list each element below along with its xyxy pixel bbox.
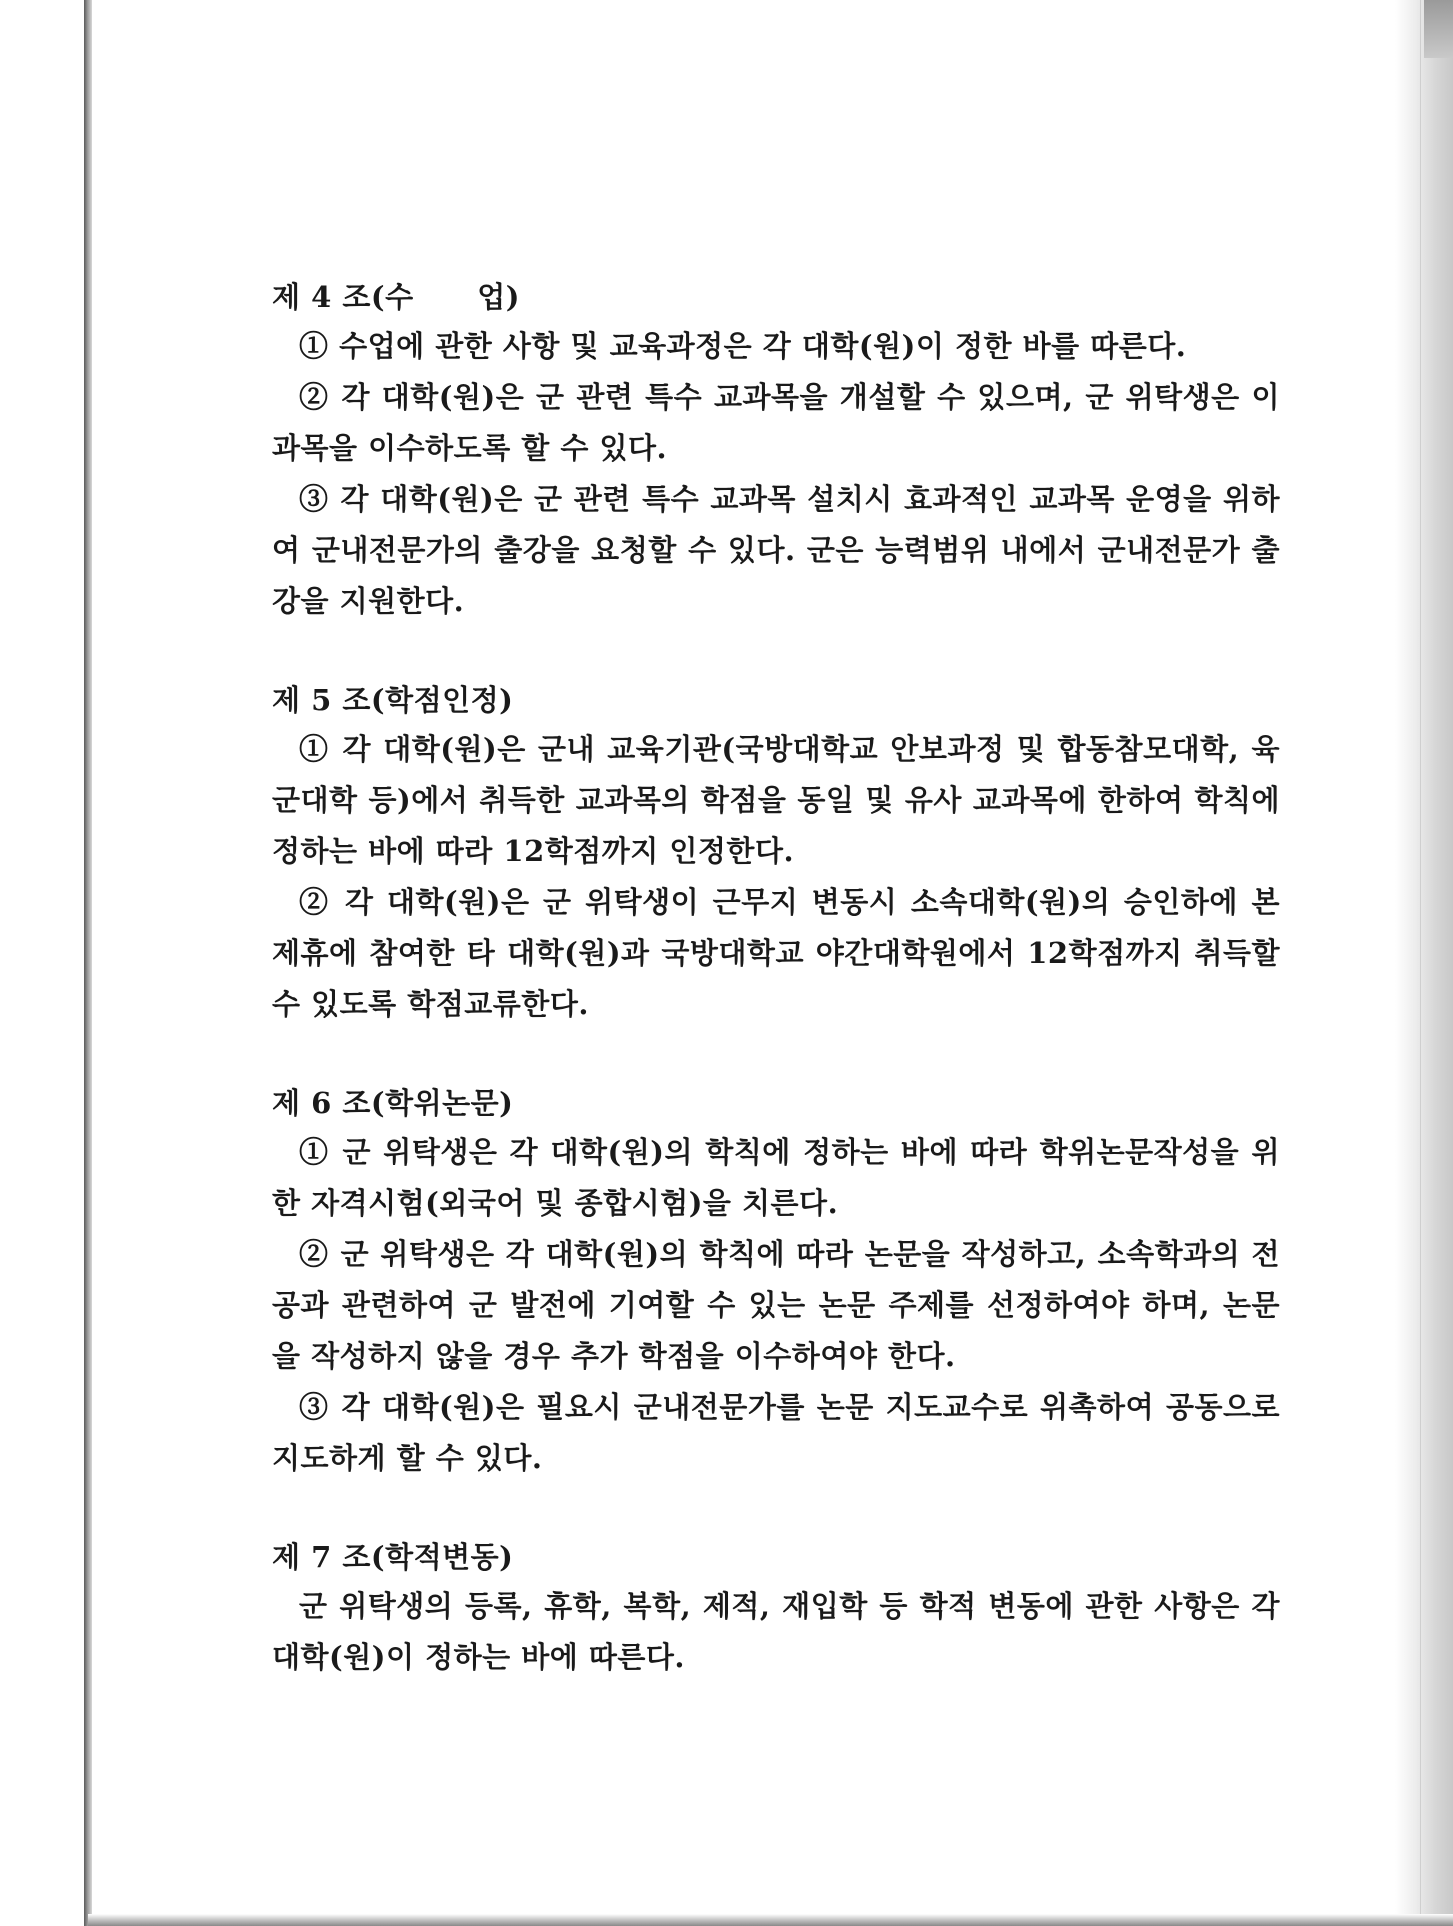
article-paragraph: ① 군 위탁생은 각 대학(원)의 학칙에 정하는 바에 따라 학위논문작성을 위한 자격시험(외국어 및 종합시험)을 치른다. xyxy=(272,1135,1280,1220)
article-paragraph: 군 위탁생의 등록, 휴학, 복학, 제적, 재입학 등 학적 변동에 관한 사항은 각 대학(원)이 정하는 바에 따른다. xyxy=(272,1589,1280,1674)
page-right-margin xyxy=(1395,0,1453,1926)
page-right-edge-line xyxy=(1420,0,1421,1926)
article-paragraph: ③ 각 대학(원)은 군 관련 특수 교과목 설치시 효과적인 교과목 운영을 위하여 군내전문가의 출강을 요청할 수 있다. 군은 능력범위 내에서 군내전문가 출강을 지원한다. xyxy=(272,482,1280,618)
page-bottom-edge xyxy=(88,1914,1453,1926)
article-paragraph: ① 수업에 관한 사항 및 교육과정은 각 대학(원)이 정한 바를 따른다. xyxy=(299,329,1187,363)
article-heading: 제 4 조(수 업) xyxy=(272,280,520,314)
article-paragraph: ② 군 위탁생은 각 대학(원)의 학칙에 따라 논문을 작성하고, 소속학과의 전공과 관련하여 군 발전에 기여할 수 있는 논문 주제를 선정하여야 하며, 논문을 작성하지 않을 경우 추가 학점을 이수하여야 한다. xyxy=(272,1237,1280,1373)
article-paragraph: ③ 각 대학(원)은 필요시 군내전문가를 논문 지도교수로 위촉하여 공동으로 지도하게 할 수 있다. xyxy=(272,1390,1280,1475)
article-4 xyxy=(272,273,1280,627)
article-7 xyxy=(272,1533,1280,1683)
article-heading: 제 6 조(학위논문) xyxy=(272,1086,514,1120)
article-paragraph: ① 각 대학(원)은 군내 교육기관(국방대학교 안보과정 및 합동참모대학, 육군대학 등)에서 취득한 교과목의 학점을 동일 및 유사 교과목에 한하여 학칙에 정하는 바에 따라 12학점까지 인정한다. xyxy=(272,732,1280,868)
page-left-edge xyxy=(84,0,92,1926)
article-paragraph: ② 각 대학(원)은 군 관련 특수 교과목을 개설할 수 있으며, 군 위탁생은 이 과목을 이수하도록 할 수 있다. xyxy=(272,380,1280,465)
document-body xyxy=(272,273,1280,1732)
article-heading: 제 5 조(학점인정) xyxy=(272,683,514,717)
article-5 xyxy=(272,676,1280,1030)
page-corner-shadow xyxy=(1424,0,1453,58)
article-heading: 제 7 조(학적변동) xyxy=(272,1540,514,1574)
article-6 xyxy=(272,1079,1280,1484)
article-paragraph: ② 각 대학(원)은 군 위탁생이 근무지 변동시 소속대학(원)의 승인하에 본 제휴에 참여한 타 대학(원)과 국방대학교 야간대학원에서 12학점까지 취득할 수 있도록 학점교류한다. xyxy=(272,885,1280,1021)
